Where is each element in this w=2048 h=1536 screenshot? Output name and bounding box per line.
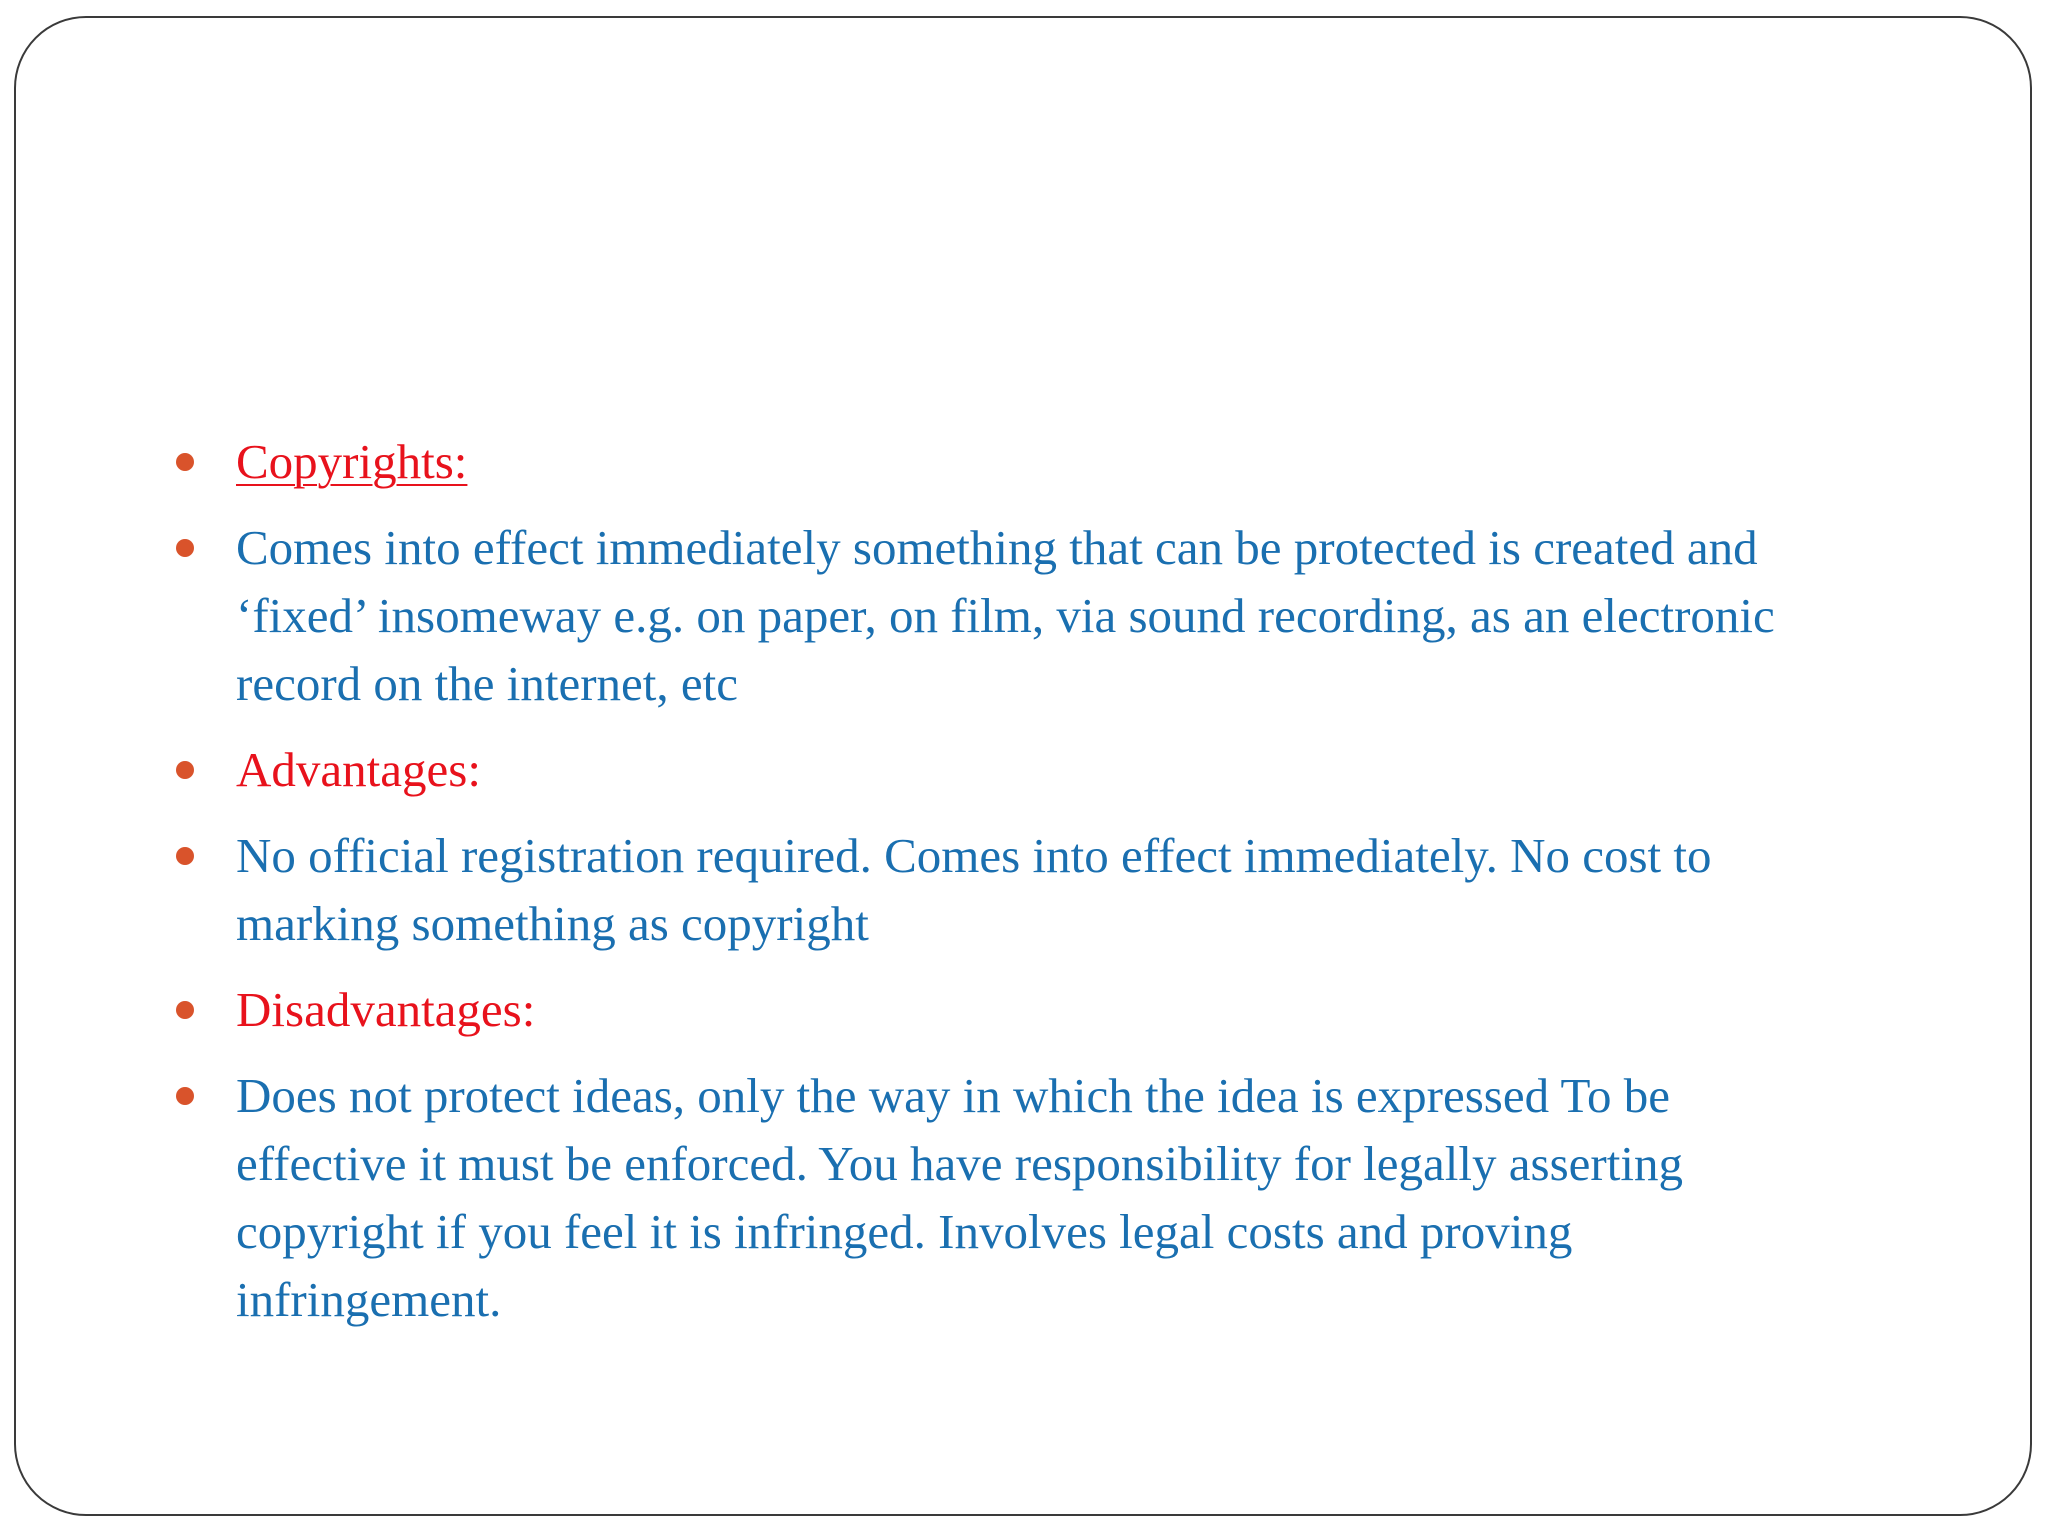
advantages-text: No official registration required. Comes into effect immediately. No cost to marking something as copyright	[236, 828, 1712, 951]
bullet-item-advantages	[176, 736, 1836, 804]
definition-text: Comes into effect immediately something that can be protected is created and ‘fixed’ insomeway e.g. on paper, on film, via sound recording, as an electronic record on the internet, etc	[236, 520, 1775, 711]
bullet-item-copyrights	[176, 428, 1836, 496]
copyrights-heading: Copyrights:	[236, 434, 468, 489]
slide-frame	[14, 16, 2032, 1516]
bullet-item-definition	[176, 514, 1836, 718]
bullet-dot-icon	[176, 761, 194, 779]
bullet-list	[176, 428, 1836, 1352]
bullet-dot-icon	[176, 1087, 194, 1105]
bullet-dot-icon	[176, 453, 194, 471]
bullet-dot-icon	[176, 539, 194, 557]
disadvantages-heading: Disadvantages:	[236, 982, 536, 1037]
bullet-item-advantages-text	[176, 822, 1836, 958]
bullet-item-disadvantages	[176, 976, 1836, 1044]
advantages-heading: Advantages:	[236, 742, 481, 797]
bullet-item-disadvantages-text	[176, 1062, 1836, 1334]
bullet-dot-icon	[176, 847, 194, 865]
disadvantages-text: Does not protect ideas, only the way in which the idea is expressed To be effective it must be enforced. You have responsibility for legally asserting copyright if you feel it is infringed. Involves legal costs and proving infringement.	[236, 1068, 1683, 1327]
bullet-dot-icon	[176, 1001, 194, 1019]
